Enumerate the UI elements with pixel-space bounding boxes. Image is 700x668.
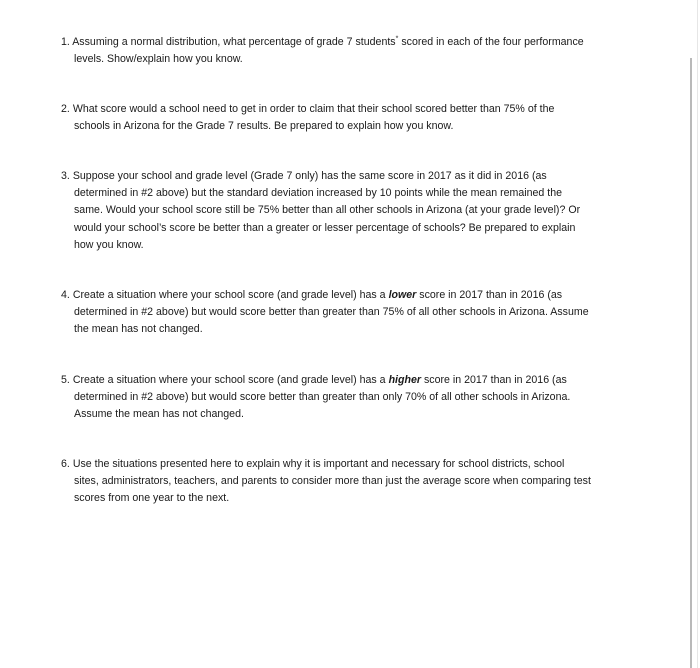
question-number: 1.	[61, 36, 70, 48]
emphasis-text: higher	[388, 374, 421, 386]
question-5	[61, 372, 643, 424]
question-text-line: schools in Arizona for the Grade 7 results. Be prepared to explain how you know.	[74, 120, 454, 133]
question-number: 3.	[61, 170, 70, 182]
question-text-line: sites, administrators, teachers, and parents to consider more than just the average score when comparing test	[74, 475, 591, 488]
question-3	[61, 168, 643, 254]
question-text-line: scored in each of the four performance	[401, 36, 584, 48]
question-6	[61, 456, 643, 508]
question-text-line: Create a situation where your school score (and grade level) has a	[72, 289, 386, 301]
question-text-line: Assuming a normal distribution, what percentage of grade 7 students	[72, 36, 396, 48]
question-4	[61, 287, 643, 339]
question-text-line: would your school’s score be better than a greater or lesser percentage of schools? Be prepared to explain	[74, 221, 576, 234]
question-text-line: determined in #2 above) but the standard deviation increased by 10 points while the mean remained the	[74, 187, 563, 200]
question-number: 4.	[61, 289, 70, 301]
question-number: 5.	[61, 374, 70, 386]
question-text-line: Use the situations presented here to explain why it is important and necessary for school districts, school	[72, 458, 565, 470]
question-text-line: same. Would your school score still be 75% better than all other schools in Arizona (at your grade level)? Or	[74, 204, 581, 217]
question-1	[61, 34, 643, 68]
question-text-line: determined in #2 above) but would score better than greater than 75% of all other schools in Arizona. Assume	[74, 306, 589, 319]
question-text-line: how you know.	[74, 238, 144, 251]
scrollbar-track[interactable]	[690, 58, 692, 668]
question-text-line: Assume the mean has not changed.	[74, 408, 244, 421]
emphasis-text: lower	[388, 289, 417, 301]
question-number: 2.	[61, 103, 70, 115]
question-2	[61, 101, 643, 135]
footnote-mark: *	[395, 35, 399, 43]
page-edge	[697, 0, 698, 668]
question-text-line: What score would a school need to get in order to claim that their school scored better than 75% of the	[72, 103, 555, 115]
question-number: 6.	[61, 458, 70, 470]
question-text-line: the mean has not changed.	[74, 323, 203, 336]
question-text-line: determined in #2 above) but would score better than greater than only 70% of all other schools in Arizona.	[74, 391, 571, 404]
question-text-line: score in 2017 than in 2016 (as	[419, 289, 563, 301]
question-text-line: levels. Show/explain how you know.	[74, 53, 243, 66]
question-text-line: scores from one year to the next.	[74, 492, 230, 505]
question-text-line: Create a situation where your school score (and grade level) has a	[72, 374, 386, 386]
question-text-line: score in 2017 than in 2016 (as	[423, 374, 567, 386]
question-text-line: Suppose your school and grade level (Grade 7 only) has the same score in 2017 as it did in 2016 (as	[72, 170, 547, 182]
